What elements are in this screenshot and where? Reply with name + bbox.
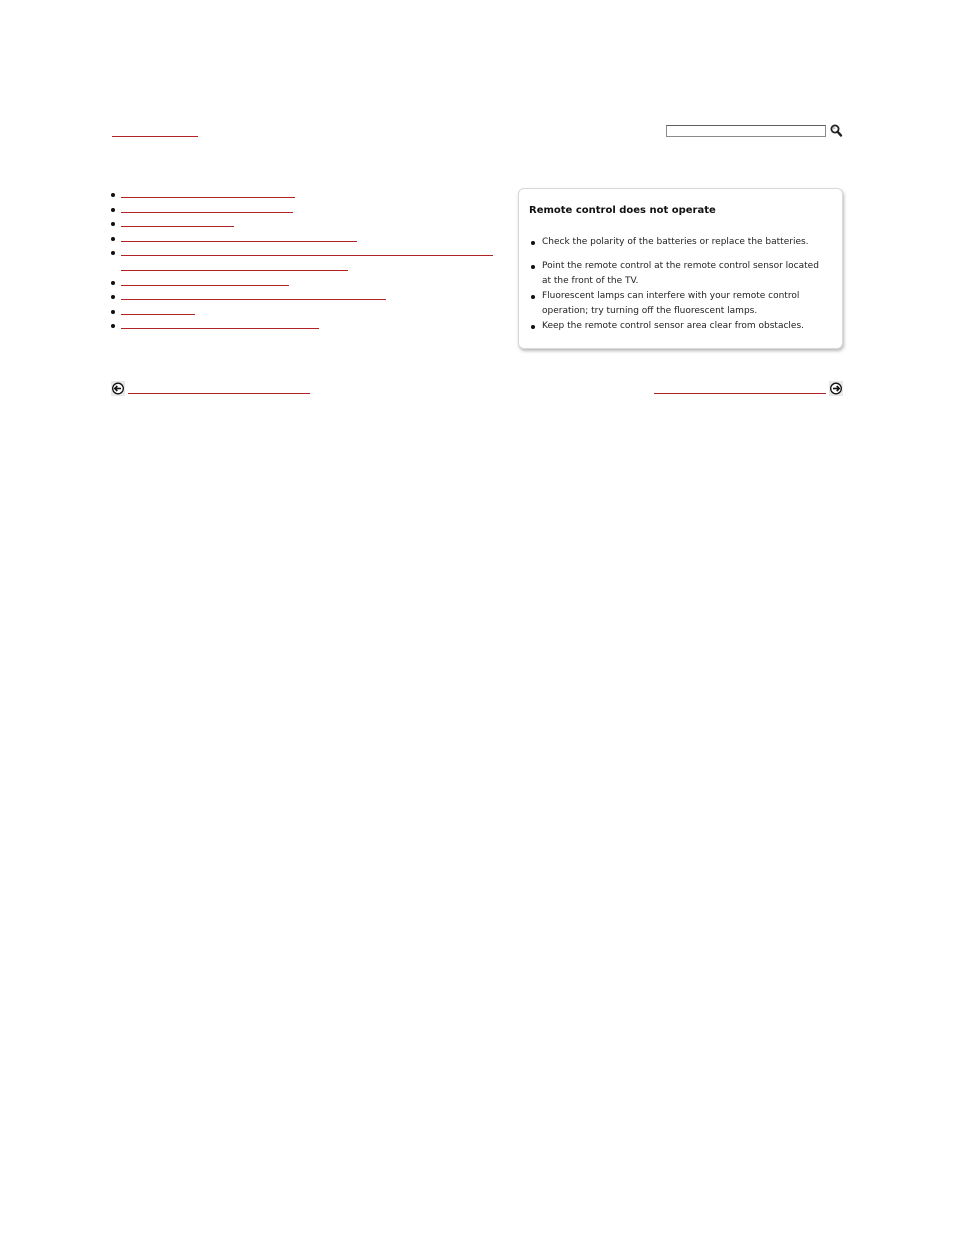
list-item: [108, 290, 508, 305]
search-button[interactable]: [829, 123, 843, 138]
previous-page-link[interactable]: [128, 380, 310, 394]
arrow-left-circle-icon: [111, 381, 125, 396]
card-tip: Check the polarity of the batteries or replace the batteries.: [529, 235, 829, 250]
topic-link[interactable]: [121, 276, 289, 286]
topic-link[interactable]: [121, 217, 234, 227]
card-tip-list: [529, 235, 829, 334]
troubleshooting-card: [518, 188, 843, 349]
list-item: [108, 276, 508, 291]
topic-link[interactable]: [121, 203, 293, 213]
list-item: [108, 217, 508, 232]
card-tip: Fluorescent lamps can interfere with your remote control operation; try turning off the fluorescent lamps.: [529, 289, 829, 319]
arrow-right-circle-icon: [829, 381, 843, 396]
topic-link[interactable]: [121, 232, 357, 242]
list-item: [108, 232, 508, 247]
topic-link-list: [108, 188, 508, 334]
topic-link[interactable]: [121, 305, 195, 315]
topic-link[interactable]: [121, 246, 493, 256]
card-tip: Keep the remote control sensor area clear from obstacles.: [529, 319, 829, 334]
card-title: Remote control does not operate: [529, 205, 716, 216]
list-item: [108, 188, 508, 203]
list-item: [108, 246, 508, 275]
list-item: [108, 305, 508, 320]
topic-link[interactable]: [121, 188, 295, 198]
topic-link-continued[interactable]: [121, 261, 348, 271]
card-tip: Point the remote control at the remote control sensor located at the front of the TV.: [529, 259, 829, 289]
next-page-link[interactable]: [654, 380, 826, 394]
search-input[interactable]: [666, 125, 826, 137]
next-page-button[interactable]: [829, 381, 843, 396]
top-link[interactable]: [112, 122, 198, 137]
list-item: [108, 203, 508, 218]
list-item: [108, 319, 508, 334]
search-icon: [829, 123, 843, 138]
topic-link[interactable]: [121, 290, 386, 300]
topic-link[interactable]: [121, 319, 319, 329]
previous-page-button[interactable]: [111, 381, 125, 396]
